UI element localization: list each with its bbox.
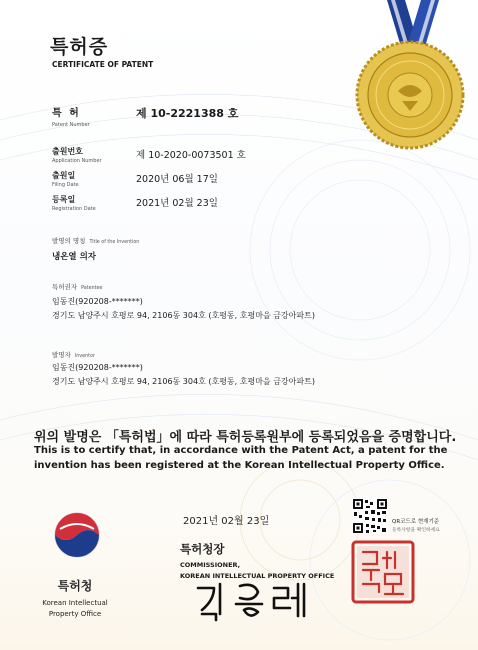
official-stamp-icon	[351, 540, 415, 604]
inventor-address: 경기도 남양주시 호평로 94, 2106동 304호 (호평동, 호평마을 금강아파트)	[52, 377, 315, 386]
filing-date-label-en: Filing Date	[52, 182, 79, 188]
registration-date-label-kr: 등록일	[52, 195, 76, 204]
certificate-title-kr: 특허증	[50, 36, 109, 58]
patentee-label-en: Patentee	[81, 286, 103, 291]
certification-statement-en-line2: invention has been registered at the Korean Intellectual Property Office.	[34, 460, 445, 471]
commissioner-line1: COMMISSIONER,	[180, 561, 241, 569]
patentee-name: 임동진(920208-*******)	[52, 297, 143, 306]
gold-seal-icon	[355, 40, 465, 150]
invention-title-label	[52, 236, 139, 245]
certificate-title-en: CERTIFICATE OF PATENT	[52, 60, 154, 69]
certification-statement-kr: 위의 발명은 「특허법」에 따라 특허등록원부에 등록되었음을 증명합니다.	[34, 430, 457, 445]
certification-statement-en-line1: This is to certify that, in accordance with the Patent Act, a patent for the	[34, 445, 448, 456]
application-number-label-kr: 출원번호	[52, 147, 83, 156]
patent-number-label-en: Patent Number	[52, 122, 90, 128]
invention-title-value: 냉온열 의자	[52, 252, 97, 262]
qr-caption-line1: QR코드로 현재기준	[392, 519, 440, 525]
inventor-name: 임동진(920208-*******)	[52, 363, 143, 372]
registration-date-label-en: Registration Date	[52, 206, 96, 212]
patentee-label-kr: 특허권자	[52, 283, 78, 291]
patent-number-value: 제 10-2221388 호	[136, 107, 239, 120]
patentee-label	[52, 282, 102, 291]
filing-date-label-kr: 출원일	[52, 171, 76, 180]
inventor-label-en: Inventor	[74, 354, 95, 359]
invention-title-label-en: Title of the Invention	[89, 240, 140, 245]
kipo-name-kr: 특허청	[57, 579, 93, 593]
qr-caption-line2: 등록사항을 확인하세요	[392, 528, 440, 533]
patentee-address: 경기도 남양주시 호평로 94, 2106동 304호 (호평동, 호평마을 금강아파트)	[52, 311, 315, 320]
issue-date: 2021년 02월 23일	[183, 516, 270, 527]
inventor-label	[52, 350, 95, 359]
office-title-kr: 특허청장	[180, 542, 225, 556]
kipo-name-en-line1: Korean Intellectual	[42, 599, 108, 607]
registration-date-value: 2021년 02월 23일	[136, 198, 218, 209]
commissioner-line2: KOREAN INTELLECTUAL PROPERTY OFFICE	[180, 572, 335, 580]
kipo-logo-icon	[50, 505, 104, 569]
commissioner-signature	[192, 580, 322, 622]
application-number-value: 제 10-2020-0073501 호	[136, 150, 246, 161]
qr-code-icon	[352, 498, 388, 534]
kipo-name-en-line2: Property Office	[48, 610, 102, 618]
application-number-label-en: Application Number	[52, 158, 102, 164]
inventor-label-kr: 발명자	[52, 351, 71, 359]
patent-number-label-kr: 특 허	[52, 108, 81, 119]
filing-date-value: 2020년 06월 17일	[136, 174, 218, 185]
invention-title-label-kr: 발명의 명칭	[52, 237, 86, 245]
